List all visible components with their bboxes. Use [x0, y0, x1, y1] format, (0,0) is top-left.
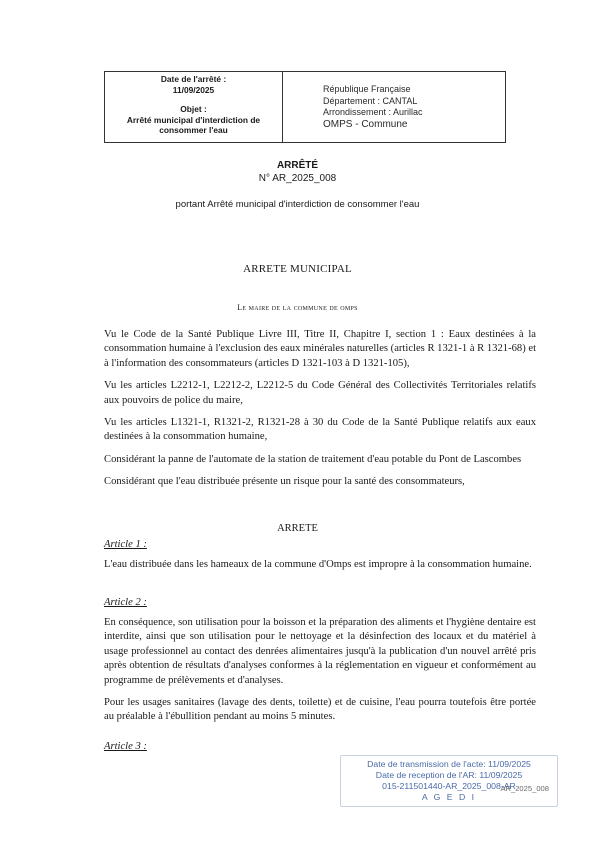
arrete-subtitle: portant Arrêté municipal d'interdiction de consommer l'eau [175, 199, 420, 210]
article-3-label: Article 3 : [104, 741, 147, 752]
stamp-agedi: A G E D I [421, 792, 477, 802]
commune: OMPS - Commune [323, 118, 408, 130]
stamp-reference: 015-211501440-AR_2025_008-AR [382, 781, 516, 791]
consideration-paragraph: Considérant que l'eau distribuée présente un risque pour la santé des consommateurs, [104, 476, 465, 488]
article-2-label: Article 2 : [104, 597, 147, 608]
article-2-body [104, 616, 536, 733]
stamp-transmission-date: Date de transmission de l'acte: 11/09/2025 [367, 759, 531, 769]
stamp-reception-date: Date de reception de l'AR: 11/09/2025 [375, 770, 523, 780]
republique: République Française [323, 84, 411, 94]
article-1-label: Article 1 : [104, 539, 147, 550]
objet-line-2: consommer l'eau [159, 125, 228, 136]
header-left-cell [105, 72, 283, 142]
header-table [104, 71, 506, 143]
arrete-heading: ARRETE MUNICIPAL [243, 263, 352, 275]
consideration-paragraph: Vu les articles L1321-1, R1321-2, R1321-28 à 30 du Code de la Santé Publique relatifs aux eaux destinées à la consommation humaine, [104, 417, 536, 443]
arrete-number: N° AR_2025_008 [258, 173, 337, 184]
considerations-block [104, 328, 536, 498]
section-title: ARRETE [277, 523, 318, 534]
header-right-cell [283, 72, 505, 142]
arrondissement: Arrondissement : Aurillac [323, 107, 423, 117]
consideration-paragraph: Vu le Code de la Santé Publique Livre III, Titre II, Chapitre I, section 1 : Eaux destinées à la consommation humaine à l'exclusion des eaux minérales naturelles (articles R 1321-1 à R 1321-68) et à l'information des consommateurs (articles D 1321-103 à D 1321-105), [104, 329, 537, 369]
objet-label: Objet : [180, 104, 207, 115]
consideration-paragraph: Vu les articles L2212-1, L2212-2, L2212-5 du Code Général des Collectivités Territoriales relatifs aux pouvoirs de police du maire, [104, 380, 536, 406]
article-1-body [104, 558, 536, 580]
transmission-stamp [340, 755, 558, 807]
article-paragraph: L'eau distribuée dans les hameaux de la commune d'Omps est impropre à la consommation humaine. [104, 559, 532, 570]
article-paragraph: Pour les usages sanitaires (lavage des dents, toilette) et de cuisine, l'eau pourra toutefois être portée au préalable à l'ébullition pendant au moins 5 minutes. [104, 697, 536, 723]
maire-line: Le maire de la commune de omps [237, 303, 358, 312]
arrete-title: ARRÊTÉ [276, 160, 319, 171]
departement: Département : CANTAL [323, 95, 418, 106]
article-paragraph: En conséquence, son utilisation pour la boisson et la préparation des aliments et l'hygiène dentaire est interdite, ainsi que son utilisation pour le nettoyage et la désinfection des locaux et du matériel à usage professionnel au contact des denrées alimentaires jusqu'à la publication d'un nouvel arrêté pris après obtention de résultats d'analyses conformes à la réglementation en vigueur et conformément au programme de prélèvements et d'analyses. [104, 617, 536, 686]
stamp-id: AR_2025_008 [500, 784, 549, 793]
date-label: Date de l'arrêté : [160, 74, 227, 84]
objet-line-1: Arrêté municipal d'interdiction de [126, 114, 261, 125]
date-value: 11/09/2025 [172, 84, 215, 95]
consideration-paragraph: Considérant la panne de l'automate de la station de traitement d'eau potable du Pont de Lascombes [104, 453, 522, 465]
